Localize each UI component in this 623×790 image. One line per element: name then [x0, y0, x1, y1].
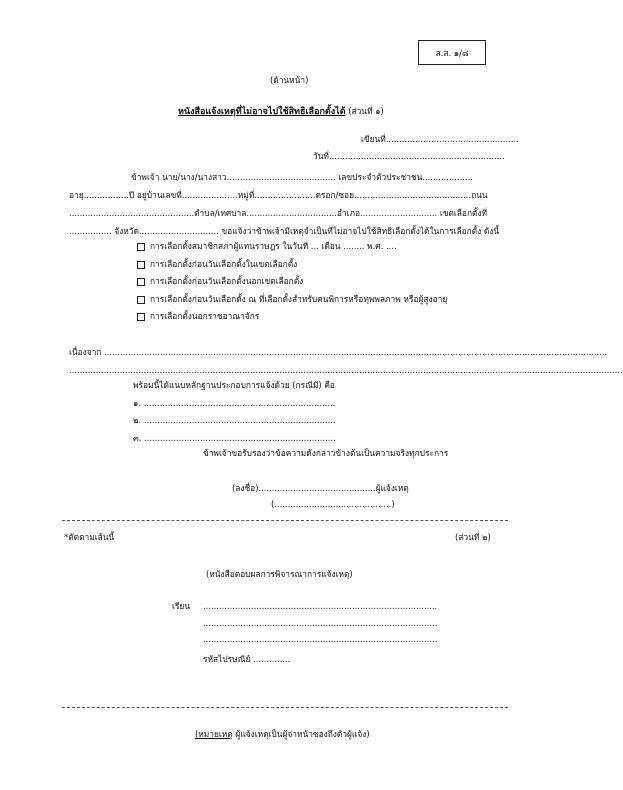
reason-continued[interactable]: ................................................................................................................................................................................................................	[69, 365, 623, 375]
signature-name[interactable]: (............................................)	[271, 499, 395, 509]
reply-to-label: เรียน	[172, 601, 190, 611]
certify-text: ข้าพเจ้าขอรับรองว่าข้อความดังกล่าวข้างต้นเป็นความจริงทุกประการ	[203, 448, 449, 458]
option-checkbox-4[interactable]	[137, 296, 145, 304]
form-code-box	[418, 40, 486, 65]
option-checkbox-3[interactable]	[137, 278, 145, 286]
bottom-separator	[62, 707, 508, 708]
evidence-item-1[interactable]: ๑. ........................................................................	[133, 398, 336, 408]
name-line[interactable]: ข้าพเจ้า นาย/นาง/นางสาว......................................... เลขประจำตัวประชาชน...................	[131, 172, 473, 182]
option-checkbox-1[interactable]	[137, 243, 145, 251]
option-label-3: การเลือกตั้งก่อนวันเลือกตั้งนอกเขตเลือกตั้ง	[150, 276, 304, 286]
postcode-field[interactable]: รหัสไปรษณีย์ ..............	[203, 654, 291, 664]
title-main: หนังสือแจ้งเหตุที่ไม่อาจไปใช้สิทธิเลือกตั้งได้	[178, 107, 346, 117]
reason-field[interactable]: เนื่องจาก .............................................................................................................................................................................................	[69, 347, 608, 357]
option-label-1: การเลือกตั้งสมาชิกสภาผู้แทนราษฎร ในวันที่ ... เดือน ........ พ.ศ. ....	[150, 241, 397, 251]
reply-address-line-1[interactable]: ........................................................................................	[203, 601, 438, 611]
province-line[interactable]: ................ จังหวัด.............................. ขอแจ้งว่าข้าพเจ้ามีเหตุจำเป็นที่ไม่อาจไปใช้สิทธิเลือกตั้งได้ในการเลือกตั้ง ดังนี้	[69, 226, 500, 236]
form-code: ส.ส. ๑/๘	[435, 47, 469, 58]
evidence-item-3[interactable]: ๓. ........................................................................	[133, 433, 336, 443]
evidence-intro: พร้อมนี้ได้แนบหลักฐานประกอบการแจ้งด้วย (กรณีมี) คือ	[133, 380, 335, 390]
cut-label: *ตัดตามเส้นนี้	[64, 532, 115, 542]
option-checkbox-2[interactable]	[137, 261, 145, 269]
page-title	[178, 106, 384, 118]
part2-label: (ส่วนที่ ๒)	[455, 532, 491, 542]
option-label-4: การเลือกตั้งก่อนวันเลือกตั้ง ณ ที่เลือกตั้งสำหรับคนพิการหรือทุพพลภาพ หรือผู้สูงอายุ	[150, 294, 448, 304]
title-part: (ส่วนที่ ๑)	[348, 106, 384, 116]
date-field[interactable]: วันที่..................................................................	[313, 151, 505, 161]
note-label: (หมายเหตุ	[195, 729, 233, 739]
reply-title: (หนังสือตอบผลการพิจารณาการแจ้งเหตุ)	[206, 569, 353, 579]
note	[195, 729, 370, 740]
reply-address-line-3[interactable]: ........................................................................................	[203, 634, 438, 644]
note-text: ผู้แจ้งเหตุเป็นผู้จ่าหน้าซองถึงตัวผู้แจ้ง)	[235, 729, 370, 739]
district-line[interactable]: ...............................................ตำบล/เทศบาล..................................อำเภอ............................. เขตเลือกตั้งที่	[69, 208, 488, 218]
address-line[interactable]: อายุ.................ปี อยู่บ้านเลขที่.....................หมู่ที่.......................ตรอก/ซอย............................................ถนน	[69, 190, 488, 200]
option-checkbox-5[interactable]	[137, 313, 145, 321]
cut-line	[62, 520, 508, 521]
evidence-item-2[interactable]: ๒. ........................................................................	[133, 415, 336, 425]
signature-line[interactable]: (ลงชื่อ)............................................ผู้แจ้งเหตุ	[232, 483, 409, 493]
front-label: (ด้านหน้า)	[270, 75, 309, 85]
reply-address-line-2[interactable]: ........................................................................................	[203, 618, 438, 628]
option-label-2: การเลือกตั้งก่อนวันเลือกตั้งในเขตเลือกตั้ง	[150, 259, 298, 269]
option-label-5: การเลือกตั้งนอกราชอาณาจักร	[150, 311, 260, 321]
written-at-field[interactable]: เขียนที่..................................................	[361, 134, 519, 144]
